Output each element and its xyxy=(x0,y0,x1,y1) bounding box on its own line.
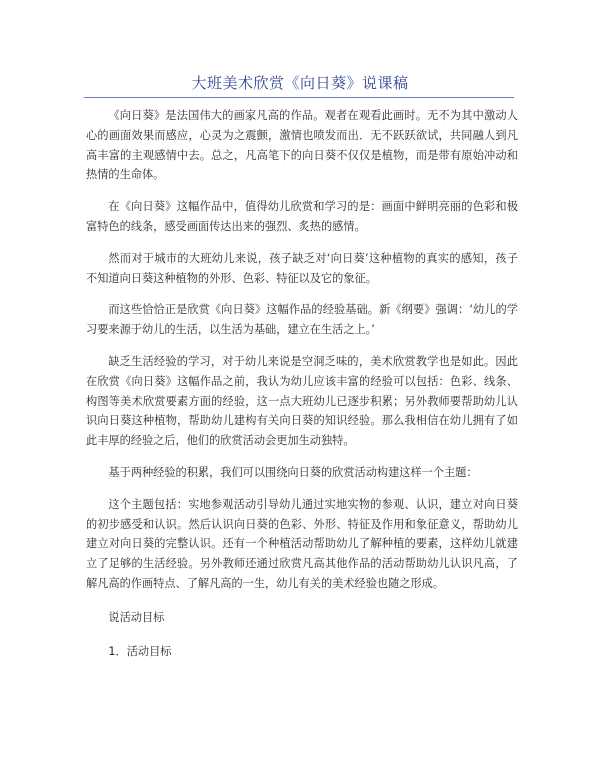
paragraph-urban-children: 然而对于城市的大班幼儿来说，孩子缺乏对‘向日葵’这种植物的真实的感知，孩子不知道向日葵这种植物的外形、色彩、特征以及它的象征。 xyxy=(86,251,518,285)
title-underline xyxy=(84,97,514,98)
paragraph-appreciation: 在《向日葵》这幅作品中，值得幼儿欣赏和学习的是：画面中鲜明亮丽的色彩和极富特色的线条，感受画面传达出来的强烈、炙热的感情。 xyxy=(86,200,518,233)
paragraph-theme-intro: 基于两种经验的积累，我们可以围绕向日葵的欣赏活动构建这样一个主题： xyxy=(108,465,478,479)
document-body xyxy=(86,106,518,661)
paragraph-experience-basis: 而这些恰恰正是欣赏《向日葵》这幅作品的经验基础。新《纲要》强调：‘幼儿的学习要来源于幼儿的生活，以生活为基础，建立在生活之上。’ xyxy=(86,303,518,337)
paragraph-intro: 《向日葵》是法国伟大的画家凡高的作品。观者在观看此画时。无不为其中激动人心的画面效果而感应，心灵为之震颤，激情也喷发而出．无不跃跃欲试，共同融人到凡高丰富的主观感情中去。总之，凡高笔下的向日葵不仅仅是植物，而是带有原始冲动和热情的生命体。 xyxy=(86,109,518,182)
list-item-goal: 1．活动目标 xyxy=(108,644,172,658)
paragraph-life-experience: 缺乏生活经验的学习，对于幼儿来说是空洞乏味的，美术欣赏教学也是如此。因此在欣赏《向日葵》这幅作品之前，我认为幼儿应该丰富的经验可以包括：色彩、线条、构图等美术欣赏要素方面的经验，这一点大班幼儿已逐步积累；另外教师要帮助幼儿认识向日葵这种植物，帮助幼儿建构有关向日葵的知识经验。那么我相信在幼儿拥有了如此丰厚的经验之后，他们的欣赏活动会更加生动独特。 xyxy=(86,354,518,448)
document-title: 大班美术欣赏《向日葵》说课稿 xyxy=(191,74,409,92)
section-heading-goals: 说活动目标 xyxy=(108,610,165,624)
paragraph-theme-content: 这个主题包括：实地参观活动引导幼儿通过实地实物的参观、认识，建立对向日葵的初步感受和认识。然后认识向日葵的色彩、外形、特征及作用和象征意义，帮助幼儿建立对向日葵的完整认识。还有一个种植活动帮助幼儿了解种植的要素，这样幼儿就建立了足够的生活经验。另外教师还通过欣赏凡高其他作品的活动帮助幼儿认识凡高，了解凡高的作画特点、了解凡高的一生，幼儿有关的美术经验也随之形成。 xyxy=(86,497,518,590)
